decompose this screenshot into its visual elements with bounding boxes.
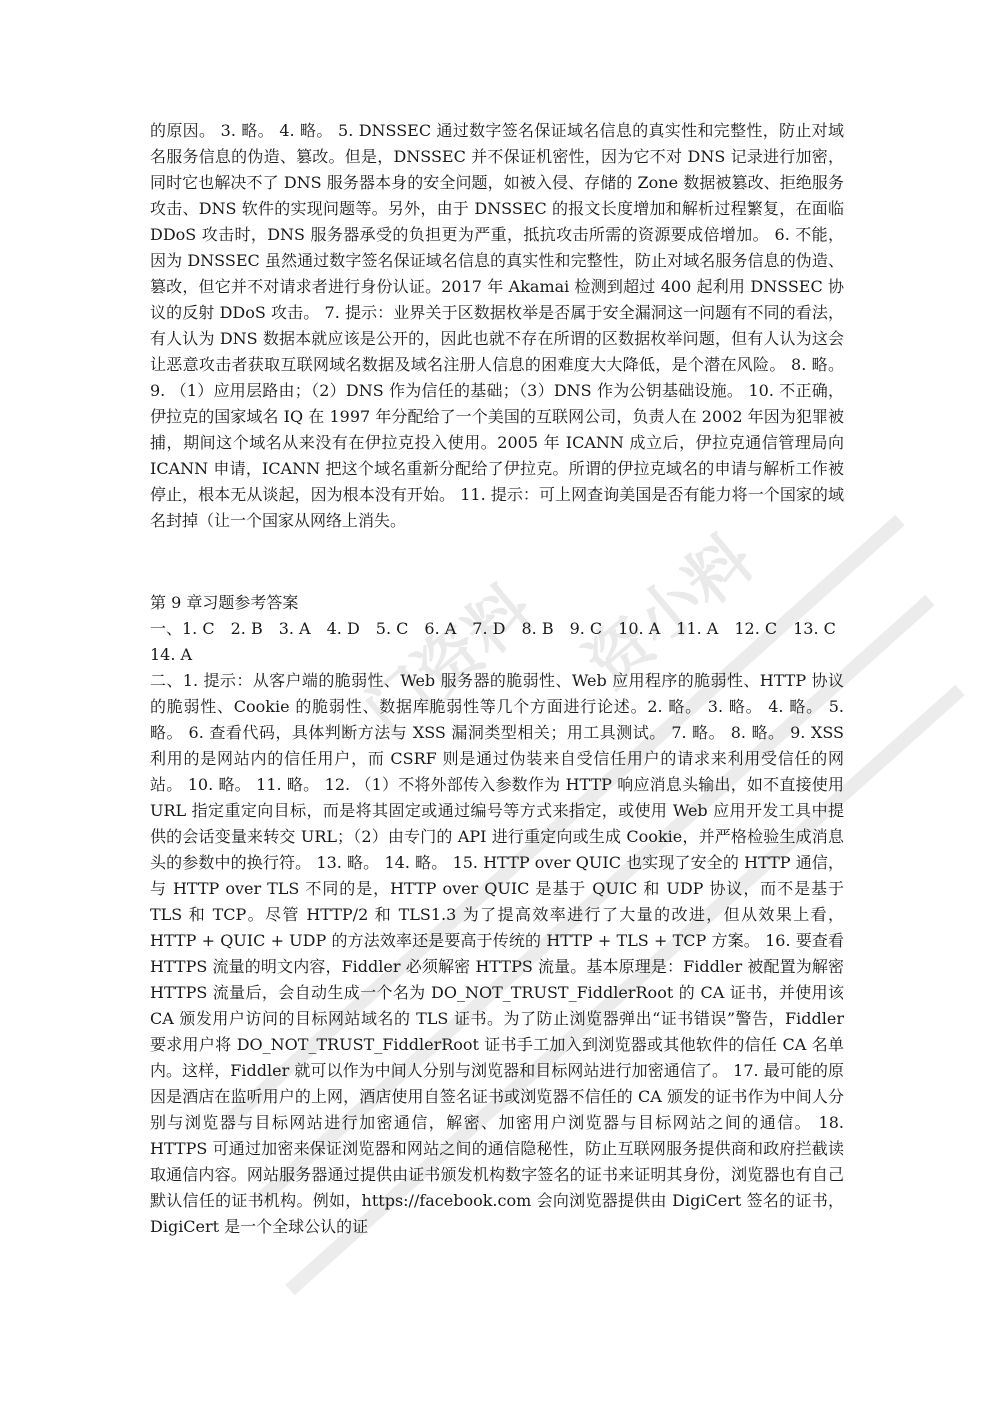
watermark-text-2: 资小料 bbox=[572, 522, 768, 703]
watermark-text-1: 门资料 bbox=[352, 572, 548, 753]
choice-answers: 一、1. C 2. B 3. A 4. D 5. C 6. A 7. D 8. B 9. C 10. A 11. A 12. C 13. C 14. A bbox=[150, 619, 852, 664]
chapter9-heading: 第 9 章习题参考答案 bbox=[150, 593, 299, 612]
document-body bbox=[150, 118, 852, 1240]
answer-paragraph-chapter8: 的原因。 3. 略。 4. 略。 5. DNSSEC 通过数字签名保证域名信息的真实性和完整性，防止对域名服务信息的伪造、篡改。但是，DNSSEC 并不保证机密性，因为它不对 DNS 记录进行加密，同时它也解决不了 DNS 服务器本身的安全问题，如被入侵、存储的 Zone 数据被篡改、拒绝服务攻击、DNS 软件的实现问题等。另外，由于 DNSSEC 的报文长度增加和解析过程繁复，在面临 DDoS 攻击时，DNS 服务器承受的负担更为严重，抵抗攻击所需的资源要成倍增加。 6. 不能，因为 DNSSEC 虽然通过数字签名保证域名信息的真实性和完整性，防止对域名服务信息的伪造、篡改，但它并不对请求者进行身份认证。2017 年 Akamai 检测到超过 400 起利用 DNSSEC 协议的反射 DDoS 攻击。 7. 提示：业界关于区数据枚举是否属于安全漏洞这一问题有不同的看法，有人认为 DNS 数据本就应该是公开的，因此也就不存在所谓的区数据枚举问题，但有人认为这会让恶意攻击者获取互联网域名数据及域名注册人信息的困难度大大降低，是个潜在风险。 8. 略。 9. （1）应用层路由；（2）DNS 作为信任的基础；（3）DNS 作为公钥基础设施。 10. 不正确，伊拉克的国家域名 IQ 在 1997 年分配给了一个美国的互联网公司，负责人在 2002 年因为犯罪被捕，期间这个域名从来没有在伊拉克投入使用。2005 年 ICANN 成立后，伊拉克通信管理局向 ICANN 申请，ICANN 把这个域名重新分配给了伊拉克。所谓的伊拉克域名的申请与解析工作被停止，根本无从谈起，因为根本没有开始。 11. 提示：可上网查询美国是否有能力将一个国家的域名封掉（让一个国家从网络上消失。 bbox=[150, 121, 844, 530]
short-answers-paragraph: 二、1. 提示：从客户端的脆弱性、Web 服务器的脆弱性、Web 应用程序的脆弱性、HTTP 协议的脆弱性、Cookie 的脆弱性、数据库脆弱性等几个方面进行论述。2. 略。 3. 略。 4. 略。 5. 略。 6. 查看代码，具体判断方法与 XSS 漏洞类型相关；用工具测试。 7. 略。 8. 略。 9. XSS 利用的是网站内的信任用户，而 CSRF 则是通过伪装来自受信任用户的请求来利用受信任的网站。 10. 略。 11. 略。 12. （1）不将外部传入参数作为 HTTP 响应消息头输出，如不直接使用 URL 指定重定向目标，而是将其固定或通过编号等方式来指定，或使用 Web 应用开发工具中提供的会话变量来转交 URL；（2）由专门的 API 进行重定向或生成 Cookie，并严格检验生成消息头的参数中的换行符。 13. 略。 14. 略。 15. HTTP over QUIC 也实现了安全的 HTTP 通信，与 HTTP over TLS 不同的是，HTTP over QUIC 是基于 QUIC 和 UDP 协议，而不是基于 TLS 和 TCP。尽管 HTTP/2 和 TLS1.3 为了提高效率进行了大量的改进，但从效果上看，HTTP + QUIC + UDP 的方法效率还是要高于传统的 HTTP + TLS + TCP 方案。 16. 要查看 HTTPS 流量的明文内容，Fiddler 必须解密 HTTPS 流量。基本原理是：Fiddler 被配置为解密 HTTPS 流量后，会自动生成一个名为 DO_NOT_TRUST_FiddlerRoot 的 CA 证书，并使用该 CA 颁发用户访问的目标网站域名的 TLS 证书。为了防止浏览器弹出“证书错误”警告，Fiddler 要求用户将 DO_NOT_TRUST_FiddlerRoot 证书手工加入到浏览器或其他软件的信任 CA 名单内。这样，Fiddler 就可以作为中间人分别与浏览器和目标网站进行加密通信了。 17. 最可能的原因是酒店在监听用户的上网，酒店使用自签名证书或浏览器不信任的 CA 颁发的证书作为中间人分别与浏览器与目标网站进行加密通信，解密、加密用户浏览器与目标网站之间的通信。 18. HTTPS 可通过加密来保证浏览器和网站之间的通信隐秘性，防止互联网服务提供商和政府拦截读取通信内容。网站服务器通过提供由证书颁发机构数字签名的证书来证明其身份，浏览器也有自己默认信任的证书机构。例如，https://facebook.com 会向浏览器提供由 DigiCert 签名的证书，DigiCert 是一个全球公认的证 bbox=[150, 671, 844, 1236]
